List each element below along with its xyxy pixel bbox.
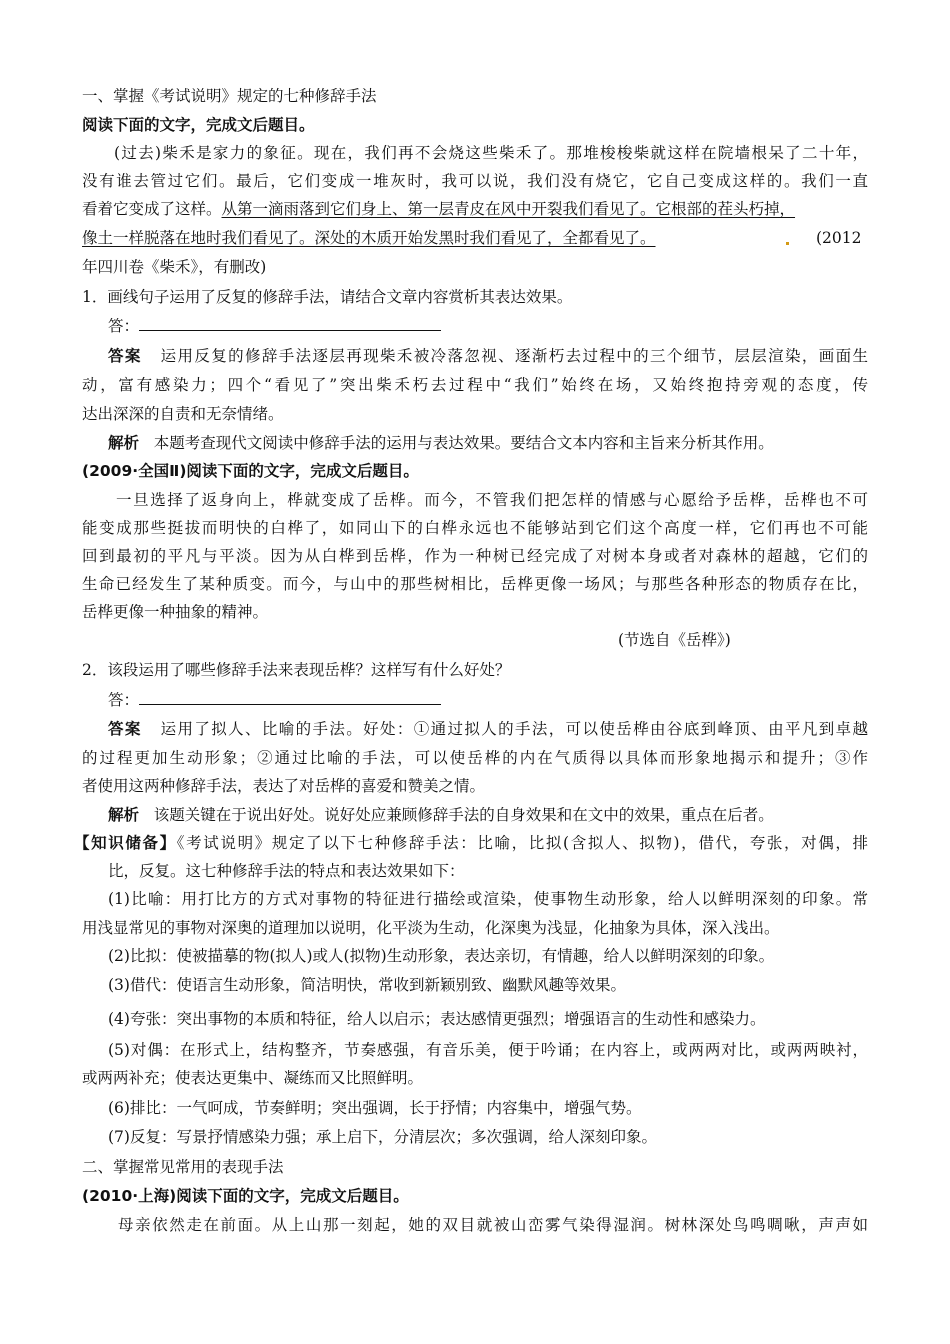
- knowledge-item: (1)比喻：用打比方的方式对事物的特征进行描绘或渲染，使事物生动形象，给人以鲜明深刻的印象。常: [108, 890, 868, 908]
- passage2-line3: 回到最初的平凡与平淡。因为从白桦到岳桦，作为一种树已经完成了对树本身或者对森林的超越，它们的: [82, 547, 868, 565]
- passage1-line4: [82, 228, 656, 248]
- question-2: 2．该段运用了哪些修辞手法来表现岳桦？这样写有什么好处？: [82, 661, 511, 679]
- q1-answer-prompt: 答：: [108, 317, 140, 335]
- section2-heading: 二、掌握常见常用的表现手法: [82, 1158, 284, 1176]
- knowledge-label: 【知识储备】: [74, 834, 177, 852]
- question-1: 1．画线句子运用了反复的修辞手法，请结合文章内容赏析其表达效果。: [82, 288, 573, 306]
- q2-answer-prompt: 答：: [108, 691, 140, 709]
- q1-answer-text1: 运用反复的修辞手法逐层再现柴禾被冷落忽视、逐渐朽去过程中的三个细节，层层渲染，画面生: [160, 347, 868, 365]
- passage2-line5: 岳桦更像一种抽象的精神。: [82, 603, 269, 621]
- instruction-1: 阅读下面的文字，完成文后题目。: [82, 116, 315, 134]
- q1-analysis: [108, 433, 774, 453]
- knowledge-item: (2)比拟：使被描摹的物(拟人)或人(拟物)生动形象，表达亲切，有情趣，给人以鲜明深刻的印象。: [108, 947, 775, 965]
- knowledge-line2: 比，反复。这七种修辞手法的特点和表达效果如下：: [108, 862, 465, 880]
- q1-answer-label: 答案: [108, 347, 142, 365]
- q1-analysis-label: 解析: [108, 434, 140, 452]
- knowledge-item: 或两两补充；使表达更集中、凝练而又比照鲜明。: [82, 1069, 424, 1087]
- underlined-sentence-2: 像土一样脱落在地时我们看见了。深处的木质开始发黑时我们看见了，全都看见了。: [82, 229, 656, 247]
- knowledge-text1: 《考试说明》规定了以下七种修辞手法：比喻，比拟(含拟人、拟物)，借代，夸张，对偶，排: [176, 834, 868, 852]
- q1-answer-line3: 达出深深的自责和无奈情绪。: [82, 405, 284, 423]
- knowledge-item: (5)对偶：在形式上，结构整齐，节奏感强，有音乐美，便于吟诵；在内容上，或两两对比，或两两映衬，: [108, 1041, 868, 1059]
- q2-answer-line1: [108, 719, 868, 739]
- section1-heading: 一、掌握《考试说明》规定的七种修辞手法: [82, 87, 377, 105]
- q1-answer-blank[interactable]: [139, 316, 441, 331]
- q1-answer-line2: 动，富有感染力；四个“看见了”突出柴禾朽去过程中“我们”始终在场，又始终抱持旁观的态度，传: [82, 376, 868, 394]
- q2-answer-line: [108, 690, 441, 710]
- q2-answer-line2: 的过程更加生动形象；②通过比喻的手法，可以使岳桦的内在气质得以具体而形象地揭示和提升；③作: [82, 749, 868, 767]
- knowledge-item: 用浅显常见的事物对深奥的道理加以说明，化平淡为生动，化深奥为浅显，化抽象为具体，深入浅出。: [82, 919, 780, 937]
- q2-analysis-text: 该题关键在于说出好处。说好处应兼顾修辞手法的自身效果和在文中的效果，重点在后者。: [153, 806, 774, 824]
- q2-answer-label: 答案: [108, 720, 142, 738]
- passage2-line1: 一旦选择了返身向上，桦就变成了岳桦。而今，不管我们把怎样的情感与心愿给予岳桦，岳桦也不可: [116, 491, 868, 509]
- instruction-2: (2009·全国Ⅱ)阅读下面的文字，完成文后题目。: [82, 462, 419, 480]
- knowledge-item: (3)借代：使语言生动形象，简洁明快，常收到新颖别致、幽默风趣等效果。: [108, 976, 626, 994]
- q1-answer-line1: [108, 346, 868, 366]
- passage2-source: (节选自《岳桦》): [618, 631, 731, 649]
- knowledge-item: (6)排比：一气呵成，节奏鲜明；突出强调，长于抒情；内容集中，增强气势。: [108, 1099, 642, 1117]
- passage1-line3-plain: 看着它变成了这样。: [82, 200, 222, 218]
- q2-answer-blank[interactable]: [139, 690, 441, 705]
- passage2-line4: 生命已经发生了某种质变。而今，与山中的那些树相比，岳桦更像一场风；与那些各种形态的物质存在比，: [82, 575, 868, 593]
- q2-answer-line3: 者使用这两种修辞手法，表达了对岳桦的喜爱和赞美之情。: [82, 777, 486, 795]
- passage3-line1: 母亲依然走在前面。从上山那一刻起，她的双目就被山峦雾气染得湿润。树林深处鸟鸣啁啾，声声如: [118, 1216, 868, 1234]
- q2-answer-text1: 运用了拟人、比喻的手法。好处：①通过拟人的手法，可以使岳桦由谷底到峰顶、由平凡到卓越: [160, 720, 868, 738]
- passage1-line3: [82, 199, 795, 219]
- knowledge-item: (4)夸张：突出事物的本质和特征，给人以启示；表达感情更强烈；增强语言的生动性和感染力。: [108, 1010, 766, 1028]
- passage1-line1: (过去)柴禾是家力的象征。现在，我们再不会烧这些柴禾了。那堆梭梭柴就这样在院墙根呆了二十年，: [114, 144, 868, 162]
- q1-answer-line: [108, 316, 441, 336]
- q1-analysis-text: 本题考查现代文阅读中修辞手法的运用与表达效果。要结合文本内容和主旨来分析其作用。: [153, 434, 774, 452]
- q2-analysis: [108, 805, 774, 825]
- passage1-source: 年四川卷《柴禾》，有删改): [82, 258, 267, 276]
- instruction-3: (2010·上海)阅读下面的文字，完成文后题目。: [82, 1187, 409, 1205]
- knowledge-line1: [74, 833, 868, 853]
- passage2-line2: 能变成那些挺拔而明快的白桦了，如同山下的白桦永远也不能够站到它们这个高度一样，它们再也不可能: [82, 519, 868, 537]
- passage1-line2: 没有谁去管过它们。最后，它们变成一堆灰时，我可以说，我们没有烧它，它自己变成这样的。我们一直: [82, 172, 868, 190]
- marker-dot: [786, 242, 789, 245]
- q2-analysis-label: 解析: [108, 806, 140, 824]
- knowledge-item: (7)反复：写景抒情感染力强；承上启下，分清层次；多次强调，给人深刻印象。: [108, 1128, 657, 1146]
- underlined-sentence-1: 从第一滴雨落到它们身上、第一层青皮在风中开裂我们看见了。它根部的茬头朽掉，: [221, 200, 796, 218]
- passage1-source-year: (2012: [816, 229, 862, 247]
